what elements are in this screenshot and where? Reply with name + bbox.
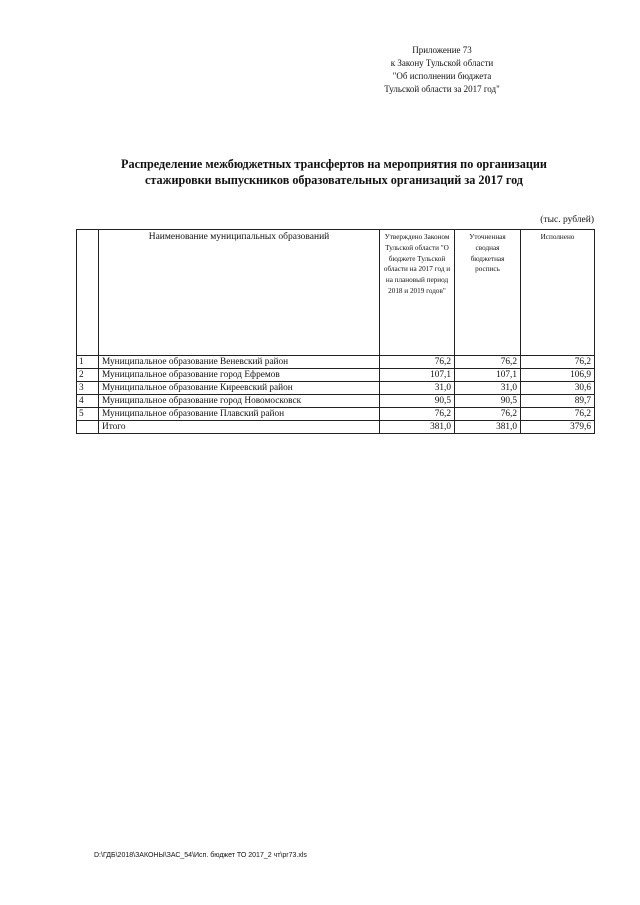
header-executed: Исполнено <box>521 230 595 356</box>
row-name: Муниципальное образование город Новомосковск <box>99 395 380 408</box>
table-row <box>77 408 595 421</box>
total-row <box>77 421 595 434</box>
appendix-line: к Закону Тульской области <box>390 58 494 68</box>
total-executed: 379,6 <box>521 421 595 434</box>
row-refined: 31,0 <box>455 382 521 395</box>
table-row <box>77 382 595 395</box>
document-title <box>60 156 608 188</box>
row-approved: 31,0 <box>380 382 455 395</box>
appendix-reference <box>332 44 552 96</box>
header-index <box>77 230 99 356</box>
total-refined: 381,0 <box>455 421 521 434</box>
row-refined: 76,2 <box>455 356 521 369</box>
row-name: Муниципальное образование Веневский район <box>99 356 380 369</box>
row-index: 2 <box>77 369 99 382</box>
appendix-line: "Об исполнении бюджета <box>392 71 492 81</box>
title-line-1: Распределение межбюджетных трансфертов на мероприятия по организации <box>121 157 547 171</box>
transfers-table <box>76 229 595 434</box>
row-name: Муниципальное образование Плавский район <box>99 408 380 421</box>
total-approved: 381,0 <box>380 421 455 434</box>
appendix-line: Тульской области за 2017 год" <box>384 84 500 94</box>
row-approved: 76,2 <box>380 408 455 421</box>
row-approved: 107,1 <box>380 369 455 382</box>
row-index: 3 <box>77 382 99 395</box>
row-executed: 76,2 <box>521 356 595 369</box>
row-executed: 30,6 <box>521 382 595 395</box>
row-refined: 90,5 <box>455 395 521 408</box>
table-row <box>77 356 595 369</box>
row-index: 5 <box>77 408 99 421</box>
row-executed: 106,9 <box>521 369 595 382</box>
row-approved: 76,2 <box>380 356 455 369</box>
total-name: Итого <box>99 421 380 434</box>
row-approved: 90,5 <box>380 395 455 408</box>
row-executed: 89,7 <box>521 395 595 408</box>
appendix-line: Приложение 73 <box>412 45 472 55</box>
title-line-2: стажировки выпускников образовательных организаций за 2017 год <box>145 173 523 187</box>
file-path-footer: D:\ГДБ\2018\ЗАКОНЫ\ЗАС_54\Исп. бюджет ТО 2017_2 чт\pr73.xls <box>94 852 307 859</box>
row-index: 4 <box>77 395 99 408</box>
table-row <box>77 369 595 382</box>
table-row <box>77 395 595 408</box>
header-refined: Уточненная сводная бюджетная роспись <box>455 230 521 356</box>
row-refined: 76,2 <box>455 408 521 421</box>
units-label: (тыс. рублей) <box>540 215 594 225</box>
row-refined: 107,1 <box>455 369 521 382</box>
row-name: Муниципальное образование Киреевский район <box>99 382 380 395</box>
row-index: 1 <box>77 356 99 369</box>
row-name: Муниципальное образование город Ефремов <box>99 369 380 382</box>
header-approved: Утверждено Законом Тульской области "О бюджете Тульской области на 2017 год и на плановый период 2018 и 2019 годов" <box>380 230 455 356</box>
total-index <box>77 421 99 434</box>
header-name: Наименование муниципальных образований <box>99 230 380 356</box>
row-executed: 76,2 <box>521 408 595 421</box>
table-header-row <box>77 230 595 356</box>
